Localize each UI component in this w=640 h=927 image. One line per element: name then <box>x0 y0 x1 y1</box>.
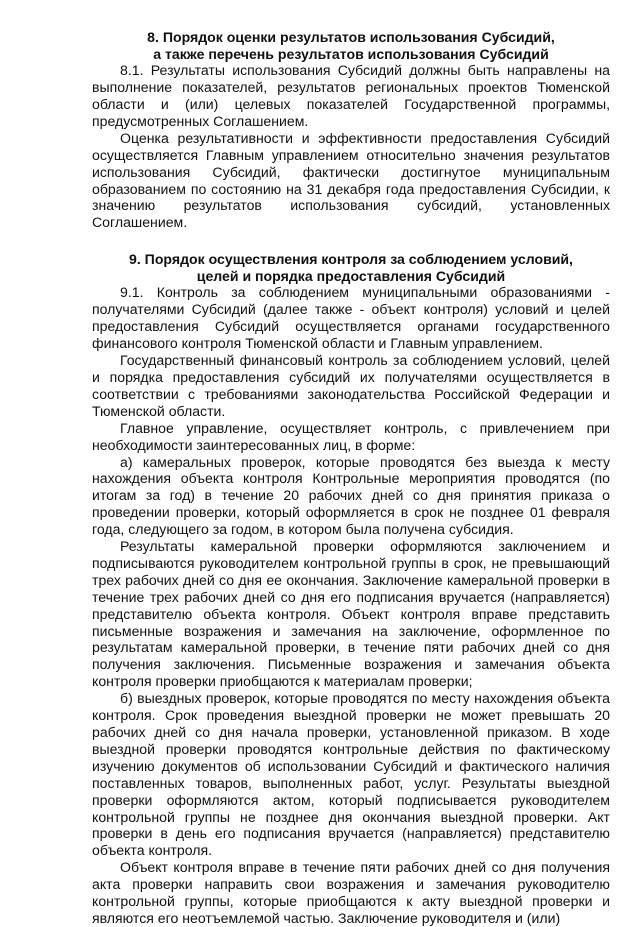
heading-line: 9. Порядок осуществления контроля за соблюдением условий, <box>129 251 573 268</box>
section-heading <box>92 251 610 284</box>
section-8 <box>92 29 610 231</box>
heading-line: 8. Порядок оценки результатов использования Субсидий, <box>147 29 555 45</box>
section-9 <box>92 251 610 927</box>
paragraph: Главное управление, осуществляет контроль, с привлечением при необходимости заинтересованных лиц, в форме: <box>92 419 610 453</box>
paragraph: б) выездных проверок, которые проводятся по месту нахождения объекта контроля. Срок проведения выездной проверки не может превышать 20 рабочих дней со дня начала проверки, установленной приказом. В ходе выездной проверки проводятся контрольные действия по фактическому изучению документов об использовании Субсидий и фактического наличия поставленных товаров, выполненных работ, услуг. Результаты выездной проверки оформляются актом, который подписывается руководителем контрольной группы не позднее дня окончания выездной проверки. Акт проверки в день его подписания вручается (направляется) представителю объекта контроля. <box>92 690 610 859</box>
paragraph: а) камеральных проверок, которые проводятся без выезда к месту нахождения объекта контроля Контрольные мероприятия проводятся (по итогам за год) в течение 20 рабочих дней со дня принятия приказа о проведении проверки, который оформляется в срок не позднее 01 февраля года, следующего за годом, в котором была получена субсидия. <box>92 453 610 538</box>
section-body <box>92 62 610 231</box>
section-heading <box>92 29 610 62</box>
paragraph: Оценка результативности и эффективности предоставления Субсидий осуществляется Главным управлением относительно значения результатов использования Субсидий, фактически достигнутое муниципальным образованием по состоянию на 31 декабря года предоставления Субсидии, к значению результатов использования субсидий, установленных Соглашением. <box>92 129 610 231</box>
section-body <box>92 284 610 926</box>
paragraph: Государственный финансовый контроль за соблюдением условий, целей и порядка предоставления субсидий их получателями осуществляется в соответствии с требованиями законодательства Российской Федерации и Тюменской области. <box>92 352 610 419</box>
heading-line: целей и порядка предоставления Субсидий <box>196 267 506 284</box>
paragraph: 9.1. Контроль за соблюдением муниципальными образованиями - получателями Субсидий (далее также - объект контроля) условий и целей предоставления Субсидий осуществляется органами государственного финансового контроля Тюменской области и Главным управлением. <box>92 284 610 352</box>
paragraph: Объект контроля вправе в течение пяти рабочих дней со дня получения акта проверки направить свои возражения и замечания руководителю контрольной группы, которые приобщаются к акту выездной проверки и являются его неотъемлемой частью. Заключение руководителя и (или) <box>92 859 610 926</box>
heading-line: а также перечень результатов использования Субсидий <box>153 45 549 62</box>
paragraph: Результаты камеральной проверки оформляются заключением и подписываются руководителем контрольной группы в срок, не превышающий трех рабочих дней со дня ее окончания. Заключение камеральной проверки в течение трех рабочих дней со дня его подписания вручается (направляется) представителю объекта контроля. Объект контроля вправе представить письменные возражения и замечания на заключение, оформленное по результатам камеральной проверки, в течение пяти рабочих дней со дня получения заключения. Письменные возражения и замечания объекта контроля проверки приобщаются к материалам проверки; <box>92 538 610 690</box>
paragraph: 8.1. Результаты использования Субсидий должны быть направлены на выполнение показателей, результатов региональных проектов Тюменской области и (или) целевых показателей Государственной программы, предусмотренных Соглашением. <box>92 62 610 129</box>
